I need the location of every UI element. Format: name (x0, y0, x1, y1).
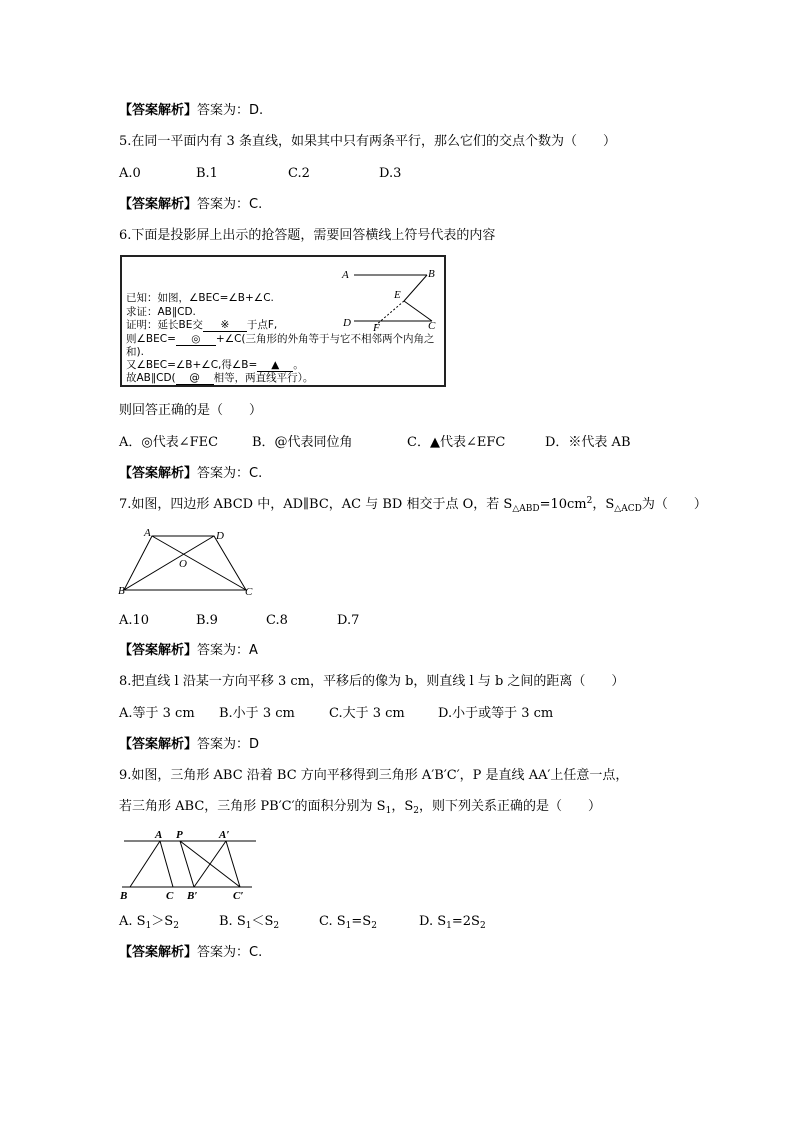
label-d: D (343, 317, 351, 329)
proof-given: 已知：如图，∠BEC=∠B+∠C. (126, 292, 274, 304)
proof-step-4-c: 。 (293, 359, 304, 371)
q6-option-b: B．@代表同位角 (252, 435, 353, 450)
label-e: E (394, 289, 401, 301)
q8-option-a: A.等于 3 cm (119, 706, 195, 721)
q7-option-a: A.10 (119, 613, 150, 628)
q9-option-a-pre: A. S (119, 914, 146, 929)
proof-step-5 (126, 372, 313, 385)
q9-option-d-pre: D. S (419, 914, 447, 929)
q7-option-b: B.9 (196, 613, 218, 628)
q9-option-c-sub2: 2 (371, 921, 377, 931)
label-c: C (245, 586, 253, 597)
answer-label: 【答案解析】 (119, 197, 198, 212)
q9-sub-2: 2 (413, 806, 419, 816)
proof-step-4 (126, 359, 304, 372)
q9-option-b-pre: B. S (219, 914, 246, 929)
answer-label: 【答案解析】 (119, 737, 198, 752)
q7-stem-pre: 7.如图，四边形 ABCD 中，AD∥BC，AC 与 BD 相交于点 O，若 S (119, 497, 513, 512)
proof-step-4-a: 又∠BEC=∠B+∠C,得∠B= (126, 359, 258, 371)
q8-option-c: C.大于 3 cm (329, 706, 405, 721)
blank-triangle: ▲ (257, 359, 293, 372)
q9-option-d-op: =2S (451, 914, 480, 929)
proof-prove: 求证：AB∥CD. (126, 306, 196, 318)
label-a: A (155, 829, 163, 841)
answer-label: 【答案解析】 (119, 945, 198, 960)
answer-text: 答案为：D. (197, 103, 264, 118)
q7-sub-acd: △ACD (614, 504, 642, 514)
q9-stem-line-1: 9.如图，三角形 ABC 沿着 BC 方向平移得到三角形 A′B′C′，P 是直线 AA′上任意一点， (119, 768, 629, 783)
q9-stem-2c: ，则下列关系正确的是（ ） (418, 799, 601, 814)
answer-label: 【答案解析】 (119, 103, 198, 118)
q9-figure (118, 828, 258, 903)
q7-sub-abd: △ABD (512, 504, 540, 514)
answer-text: 答案为：A (197, 643, 258, 658)
q8-answer (119, 736, 259, 754)
proof-step-1 (126, 319, 277, 332)
label-b: B (118, 585, 125, 597)
q4-answer (119, 102, 263, 120)
label-f: F (373, 322, 380, 334)
label-b: B (428, 268, 435, 280)
q9-option-a (119, 913, 179, 931)
q9-stem-line-2 (119, 798, 601, 816)
label-b: B (120, 890, 128, 902)
q7-stem-end: 为（ ） (641, 497, 707, 512)
q9-option-d (419, 913, 486, 931)
blank-reference-mark: ※ (203, 319, 247, 332)
q9-option-c (319, 913, 377, 931)
q8-stem: 8.把直线 l 沿某一方向平移 3 cm，平移后的像为 b，则直线 l 与 b 之间的距离（ ） (119, 674, 625, 689)
label-a-prime: A′ (219, 829, 230, 841)
proof-step-2-a: 则∠BEC= (126, 333, 176, 345)
q9-option-d-sub1: 1 (446, 921, 452, 931)
q9-answer (119, 944, 262, 962)
q9-stem-2a: 若三角形 ABC，三角形 PB′C′的面积分别为 S (119, 799, 386, 814)
q9-option-c-pre: C. S (319, 914, 346, 929)
answer-label: 【答案解析】 (119, 466, 198, 481)
q9-option-a-op: ＞S (151, 914, 174, 929)
label-p: P (176, 829, 183, 841)
answer-text: 答案为：C. (197, 945, 263, 960)
q6-question: 则回答正确的是（ ） (119, 403, 263, 418)
q7-sup: 2 (586, 496, 593, 506)
q9-option-b-sub1: 1 (245, 921, 252, 931)
proof-step-5-a: 故AB∥CD( (126, 372, 176, 384)
q6-stem: 6.下面是投影屏上出示的抢答题，需要回答横线上符号代表的内容 (119, 228, 496, 243)
answer-text: 答案为：D (197, 737, 260, 752)
q7-answer (119, 642, 258, 660)
q6-answer (119, 465, 262, 483)
q5-option-b: B.1 (196, 166, 218, 181)
q9-stem-2b: ，S (391, 799, 414, 814)
q9-option-c-sub1: 1 (345, 921, 352, 931)
q7-figure (116, 527, 266, 597)
q7-option-c: C.8 (266, 613, 288, 628)
label-c: C (166, 890, 174, 902)
q5-option-d: D.3 (379, 166, 402, 181)
q7-stem (119, 496, 707, 514)
q9-option-a-sub2: 2 (173, 921, 179, 931)
q5-option-a: A.0 (119, 166, 141, 181)
q9-option-a-sub1: 1 (145, 921, 152, 931)
q6-proof-box (120, 255, 446, 387)
q8-option-d: D.小于或等于 3 cm (438, 706, 554, 721)
proof-step-1-a: 证明：延长BE交 (126, 319, 203, 331)
q9-option-b (219, 913, 279, 931)
label-a: A (342, 269, 349, 281)
answer-text: 答案为：C. (197, 466, 263, 481)
q5-answer (119, 196, 262, 214)
q9-option-d-sub2: 2 (479, 921, 486, 931)
proof-step-3: 和). (126, 346, 144, 358)
proof-step-5-c: 相等，两直线平行）。 (213, 372, 314, 384)
label-o: O (179, 558, 187, 570)
q6-option-c: C．▲代表∠EFC (407, 435, 506, 450)
blank-at-sign: @ (176, 372, 214, 385)
label-a: A (144, 527, 151, 539)
label-b-prime: B′ (187, 890, 198, 902)
label-c-prime: C′ (233, 890, 244, 902)
q6-option-d: D．※代表 AB (545, 435, 631, 450)
proof-step-2-c: +∠C(三角形的外角等于与它不相邻两个内角之 (215, 333, 435, 345)
q9-option-b-op: ＜S (251, 914, 274, 929)
q7-stem-mid: =10cm (539, 497, 587, 512)
q5-option-c: C.2 (288, 166, 310, 181)
label-d: D (216, 530, 224, 542)
q8-option-b: B.小于 3 cm (219, 706, 295, 721)
label-c: C (428, 320, 436, 332)
answer-text: 答案为：C. (197, 197, 263, 212)
q9-sub-1: 1 (385, 806, 392, 816)
q9-option-c-op: =S (351, 914, 372, 929)
blank-bullseye: ◎ (176, 333, 216, 346)
q6-option-a: A．◎代表∠FEC (119, 435, 219, 450)
answer-label: 【答案解析】 (119, 643, 198, 658)
q9-option-b-sub2: 2 (273, 921, 280, 931)
proof-step-1-c: 于点F, (246, 319, 278, 331)
proof-step-2 (126, 333, 435, 346)
q5-stem: 5.在同一平面内有 3 条直线，如果其中只有两条平行，那么它们的交点个数为（ ） (119, 134, 616, 149)
q7-option-d: D.7 (337, 613, 360, 628)
q7-stem-mid2: ，S (592, 497, 615, 512)
